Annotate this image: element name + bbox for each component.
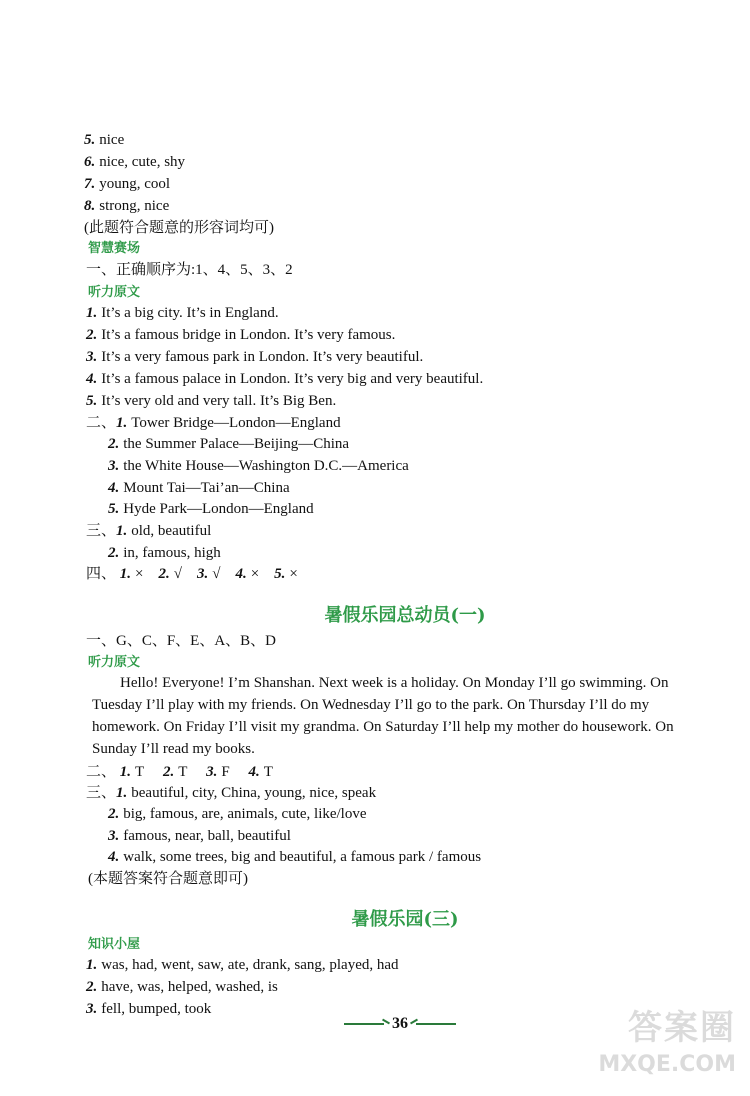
answer-line: 3. the White House—Washington D.C.—America [108,458,409,474]
answer-line-part4: 四、 1. × 2. √ 3. √ 4. × 5. × [86,566,298,582]
page-number: 36 [392,1015,408,1032]
answer-line: 4. walk, some trees, big and beautiful, a famous park / famous [108,849,482,865]
answer-line: 3. famous, near, ball, beautiful [108,828,291,844]
answer-line: 5. Hyde Park—London—England [108,501,314,517]
answer-line: 二、1. Tower Bridge—London—England [86,415,341,431]
answer-line: 6. nice, cute, shy [84,154,186,170]
answer-line: 二、 1. T 2. T 3. F 4. T [86,764,273,780]
section-label-knowledge: 知识小屋 [88,937,141,952]
ornament-left-icon [344,1023,384,1025]
answer-line: 2. the Summer Palace—Beijing—China [108,436,350,452]
listening-line: 2. It’s a famous bridge in London. It’s very famous. [86,327,396,343]
answer-note: (本题答案符合题意即可) [88,871,248,887]
answer-line: 2. have, was, helped, washed, is [86,979,278,995]
answer-line: 三、1. old, beautiful [86,523,212,539]
answer-line: 2. big, famous, are, animals, cute, like/love [108,806,367,822]
listening-line: 3. It’s a very famous park in London. It’s very beautiful. [86,349,424,365]
listening-line: 5. It’s very old and very tall. It’s Big Ben. [86,393,337,409]
answer-line: 3. fell, bumped, took [86,1001,212,1017]
section-label-listening: 听力原文 [88,285,141,300]
watermark [596,1000,736,1090]
listening-line: 1. It’s a big city. It’s in England. [86,305,279,321]
answer-line: 三、1. beautiful, city, China, young, nice, speak [86,785,377,801]
section-label-zhihui: 智慧赛场 [88,241,141,256]
watermark-line2: MXQE.COM [598,1052,736,1077]
answer-note: (此题符合题意的形容词均可) [84,220,274,236]
answer-line: 一、G、C、F、E、A、B、D [86,633,277,649]
listening-paragraph: Hello! Everyone! I’m Shanshan. Next week is a holiday. On Monday I’ll go swimming. On Tuesday I’ll play with my friends. On Wednesday I’ll go to the park. On Thursday I’ll do my homework. On Friday I’ll visit my grandma. On Saturday I’ll help my mother do housework. On Sunday I’ll read my books. [92,675,674,757]
section-title: 暑假乐园(三) [351,909,459,930]
page-footer [335,1014,465,1034]
answer-line: 2. in, famous, high [108,545,221,561]
watermark-line1: 答案圈 [628,1008,736,1048]
answer-line: 7. young, cool [84,176,171,192]
answer-line: 一、正确顺序为:1、4、5、3、2 [86,262,293,278]
answer-line: 1. was, had, went, saw, ate, drank, sang, played, had [86,957,399,973]
answer-line: 4. Mount Tai—Tai’an—China [108,480,290,496]
listening-line: 4. It’s a famous palace in London. It’s very big and very beautiful. [86,371,484,387]
section-title: 暑假乐园总动员(一) [324,605,486,626]
answer-line: 5. nice [84,132,125,148]
section-label-listening: 听力原文 [88,655,141,670]
ornament-right-icon [416,1023,456,1025]
answer-line: 8. strong, nice [84,198,170,214]
